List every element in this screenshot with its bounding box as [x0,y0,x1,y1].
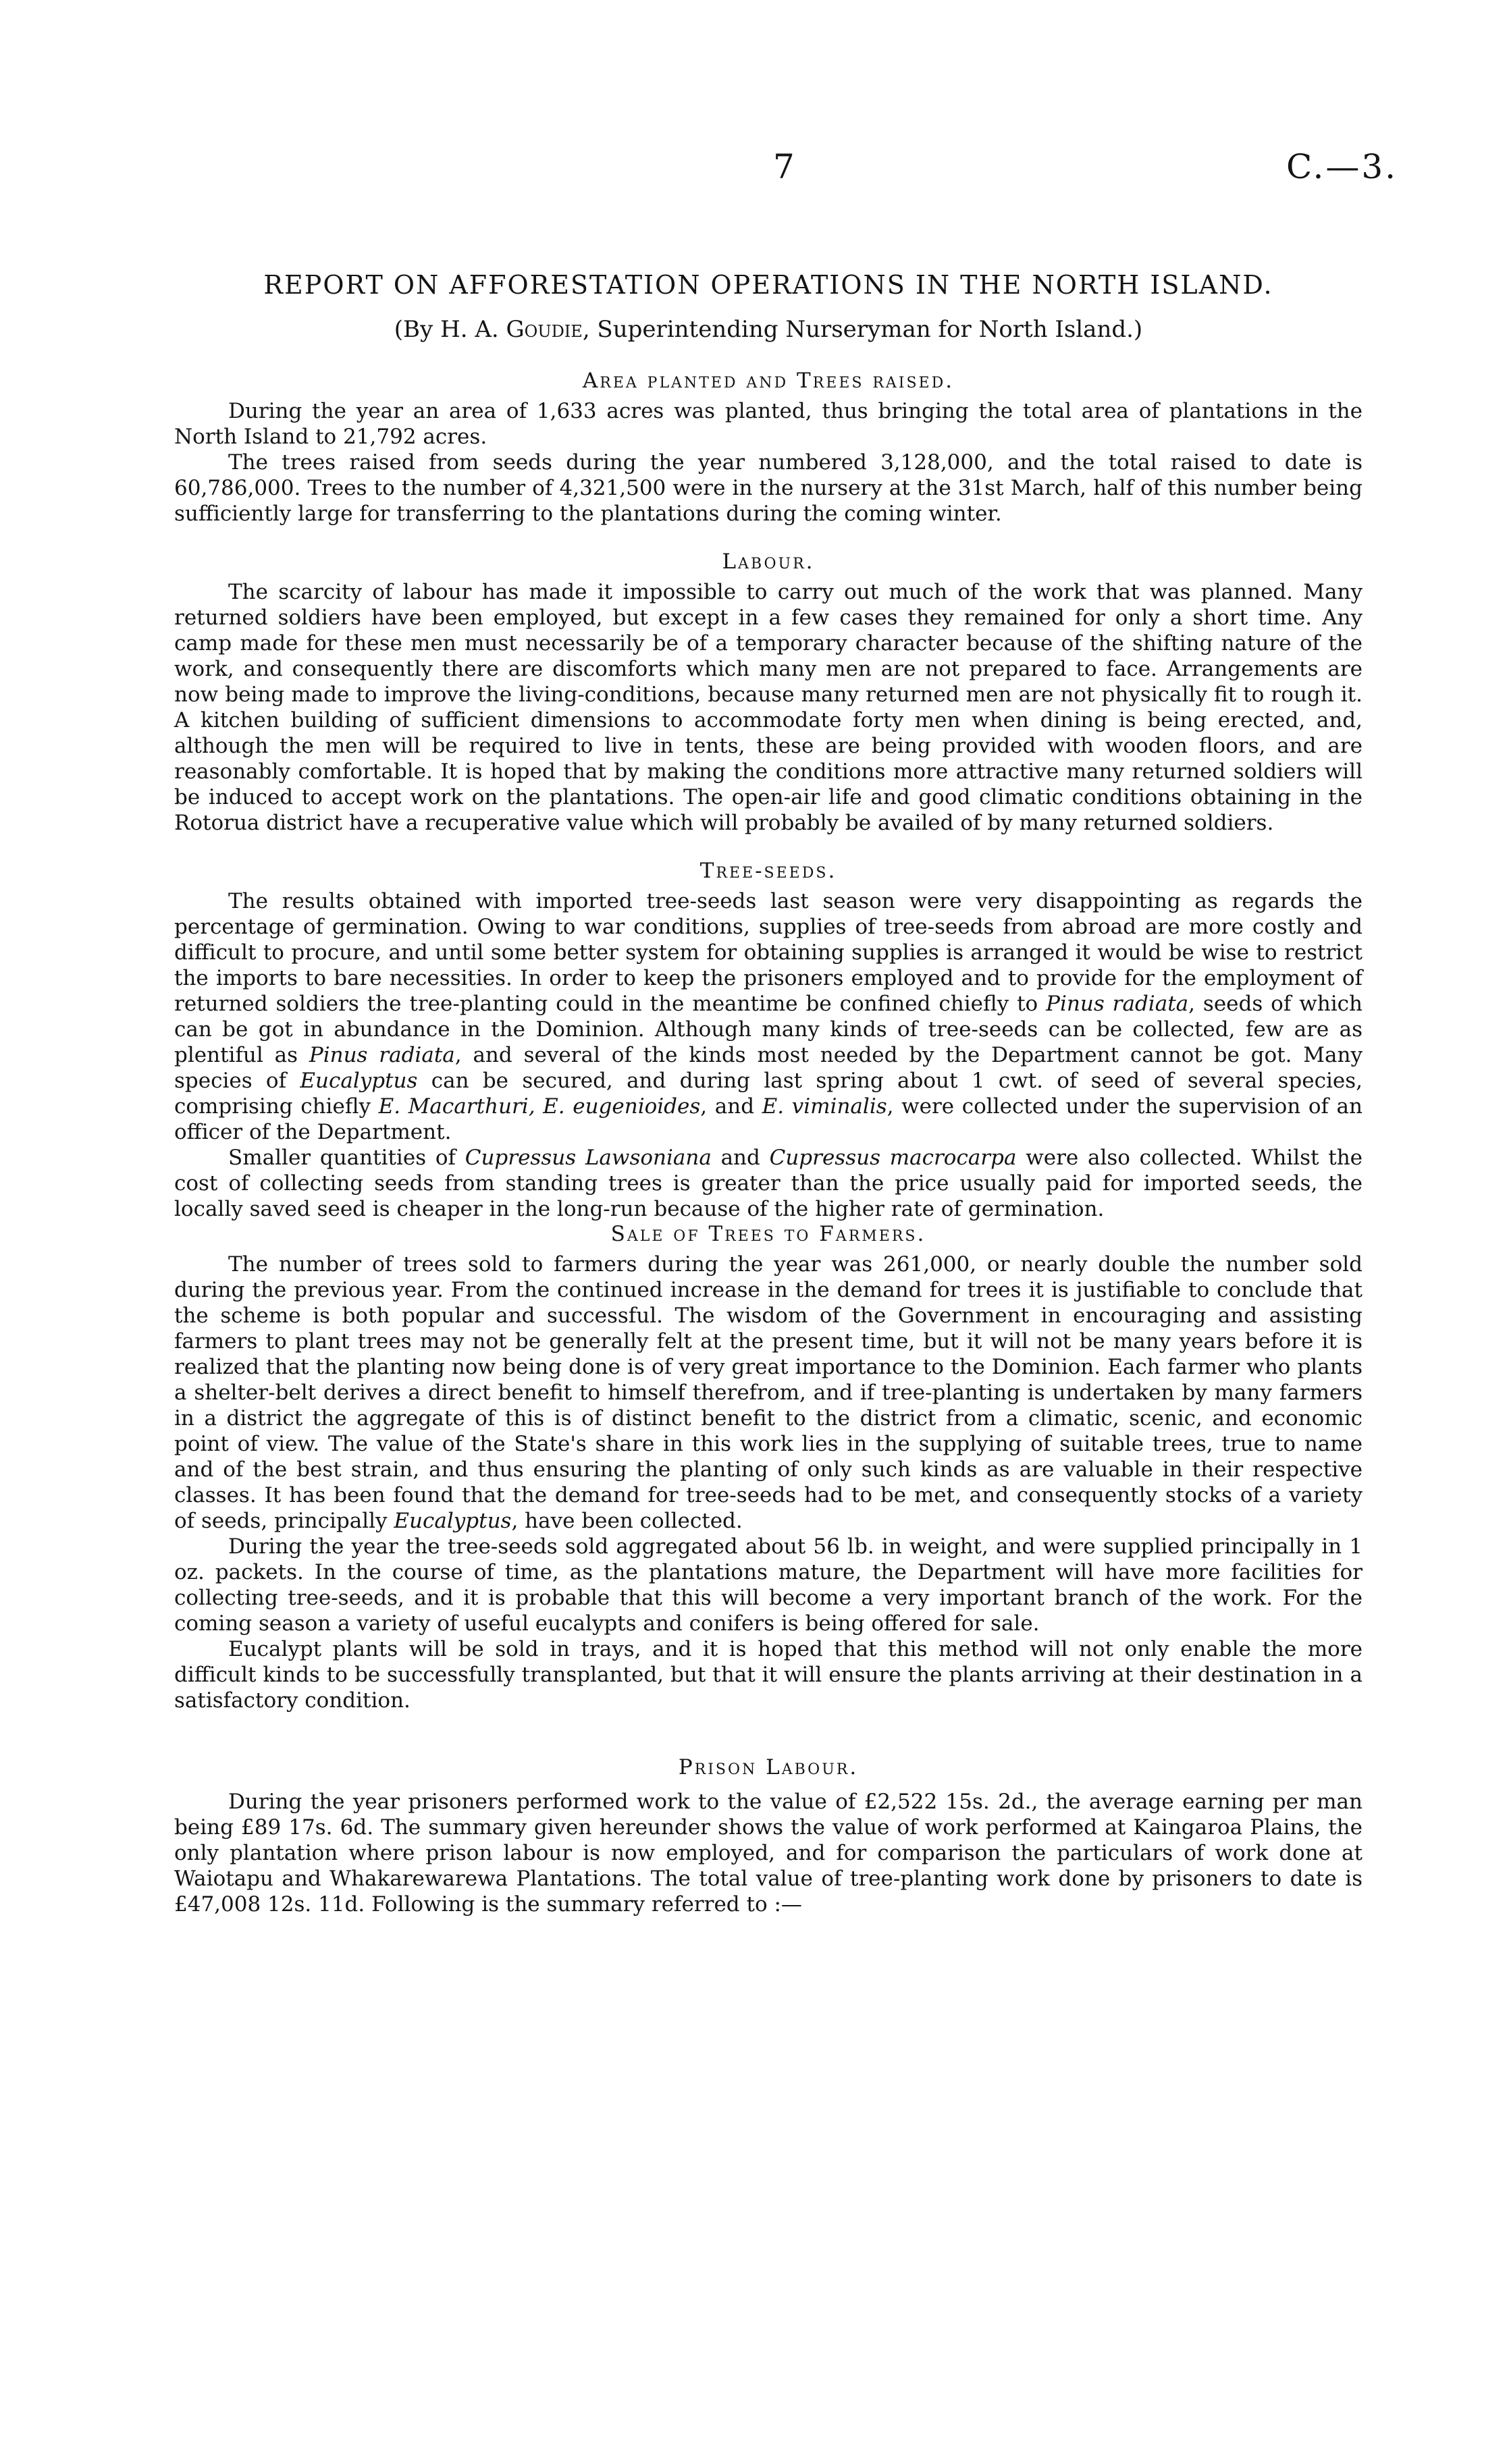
report-title: REPORT ON AFFORESTATION OPERATIONS IN THE NORTH ISLAND. [263,270,1273,300]
heading-tree-seeds: Tree-seeds. [699,859,837,883]
paragraph-labour: The scarcity of labour has made it impossible to carry out much of the work that was planned. Many returned soldiers have been employed, but except in a few cases they remained for only a short time. Any camp made for these men must necessarily be of a temporary character because of the shifting nature of the work, and consequently there are discomforts which many men are not prepared to face. Arrangements are now being made to improve the living-conditions, because many returned men are not physically fit to rough it. A kitchen building of sufficient dimensions to accommodate forty men when dining is being erected, and, although the men will be required to live in tents, these are being provided with wooden floors, and are reasonably comfortable. It is hoped that by making the conditions more attractive many returned soldiers will be induced to accept work on the plantations. The open-air life and good climatic conditions obtaining in the Rotorua district have a recuperative value which will probably be availed of by many returned soldiers. [174,580,1363,835]
heading-labour: Labour. [722,550,815,574]
byline [174,316,1363,343]
byline-role: , Superintending Nurseryman for North Island.) [582,316,1143,343]
heading-sale-of-trees: Sale of Trees to Farmers. [610,1222,926,1246]
author-name: Goudie [506,316,583,343]
document-code: C.—3. [1286,147,1398,186]
paragraph-tree-seeds-1: The results obtained with imported tree-seeds last season were very disappointing as regards the percentage of germination. Owing to war conditions, supplies of tree-seeds from abroad are more costly and difficult to procure, and until some better system for obtaining supplies is arranged it would be wise to restrict the imports to bare necessities. In order to keep the prisoners employed and to provide for the employment of returned soldiers the tree-planting could in the meantime be confined chiefly to Pinus radiata, seeds of which can be got in abundance in the Dominion. Although many kinds of tree-seeds can be collected, few are as plentiful as Pinus radiata, and several of the kinds most needed by the Department cannot be got. Many species of Eucalyptus can be secured, and during last spring about 1 cwt. of seed of several species, comprising chiefly E. Macarthuri, E. eugenioides, and E. viminalis, were collected under the supervision of an officer of the Department. [174,889,1363,1144]
paragraph-area-1: During the year an area of 1,633 acres was planted, thus bringing the total area of plantations in the North Island to 21,792 acres. [174,399,1363,449]
byline-prefix: (By H. A. [394,316,506,343]
paragraph-prison-labour: During the year prisoners performed work to the value of £2,522 15s. 2d., the average earning per man being £89 17s. 6d. The summary given hereunder shows the value of work performed at Kaingaroa Plains, the only plantation where prison labour is now employed, and for comparison the particulars of work done at Waiotapu and Whakarewarewa Plantations. The total value of tree-planting work done by prisoners to date is £47,008 12s. 11d. Following is the summary referred to :— [174,1790,1363,1917]
paragraph-tree-seeds-2: Smaller quantities of Cupressus Lawsoniana and Cupressus macrocarpa were also collected. Whilst the cost of collecting seeds from standing trees is greater than the price usually paid for imported seeds, the locally saved seed is cheaper in the long-run because of the higher rate of germination. [174,1146,1363,1221]
heading-area-planted: Area planted and Trees raised. [582,369,955,393]
page-content [174,270,1363,1917]
paragraph-sale-2: During the year the tree-seeds sold aggregated about 56 lb. in weight, and were supplied principally in 1 oz. packets. In the course of time, as the plantations mature, the Department will have more facilities for collecting tree-seeds, and it is probable that this will become a very important branch of the work. For the coming season a variety of useful eucalypts and conifers is being offered for sale. [174,1534,1363,1636]
paragraph-sale-3: Eucalypt plants will be sold in trays, and it is hoped that this method will not only enable the more difficult kinds to be successfully transplanted, but that it will ensure the plants arriving at their destination in a satisfactory condition. [174,1637,1363,1713]
paragraph-sale-1: The number of trees sold to farmers during the year was 261,000, or nearly double the number sold during the previous year. From the continued increase in the demand for trees it is justifiable to conclude that the scheme is both popular and successful. The wisdom of the Government in encouraging and assisting farmers to plant trees may not be generally felt at the present time, but it will not be many years before it is realized that the planting now being done is of very great importance to the Dominion. Each farmer who plants a shelter-belt derives a direct benefit to himself therefrom, and if tree-planting is undertaken by many farmers in a district the aggregate of this is of distinct benefit to the district from a climatic, scenic, and economic point of view. The value of the State's share in this work lies in the supplying of suitable trees, true to name and of the best strain, and thus ensuring the planting of only such kinds as are valuable in their respective classes. It has been found that the demand for tree-seeds had to be met, and consequently stocks of a variety of seeds, principally Eucalyptus, have been collected. [174,1252,1363,1533]
paragraph-area-2: The trees raised from seeds during the year numbered 3,128,000, and the total raised to date is 60,786,000. Trees to the number of 4,321,500 were in the nursery at the 31st March, half of this number being sufficiently large for transferring to the plantations during the coming winter. [174,450,1363,526]
page-number: 7 [773,147,795,186]
heading-prison-labour: Prison Labour. [678,1755,859,1779]
